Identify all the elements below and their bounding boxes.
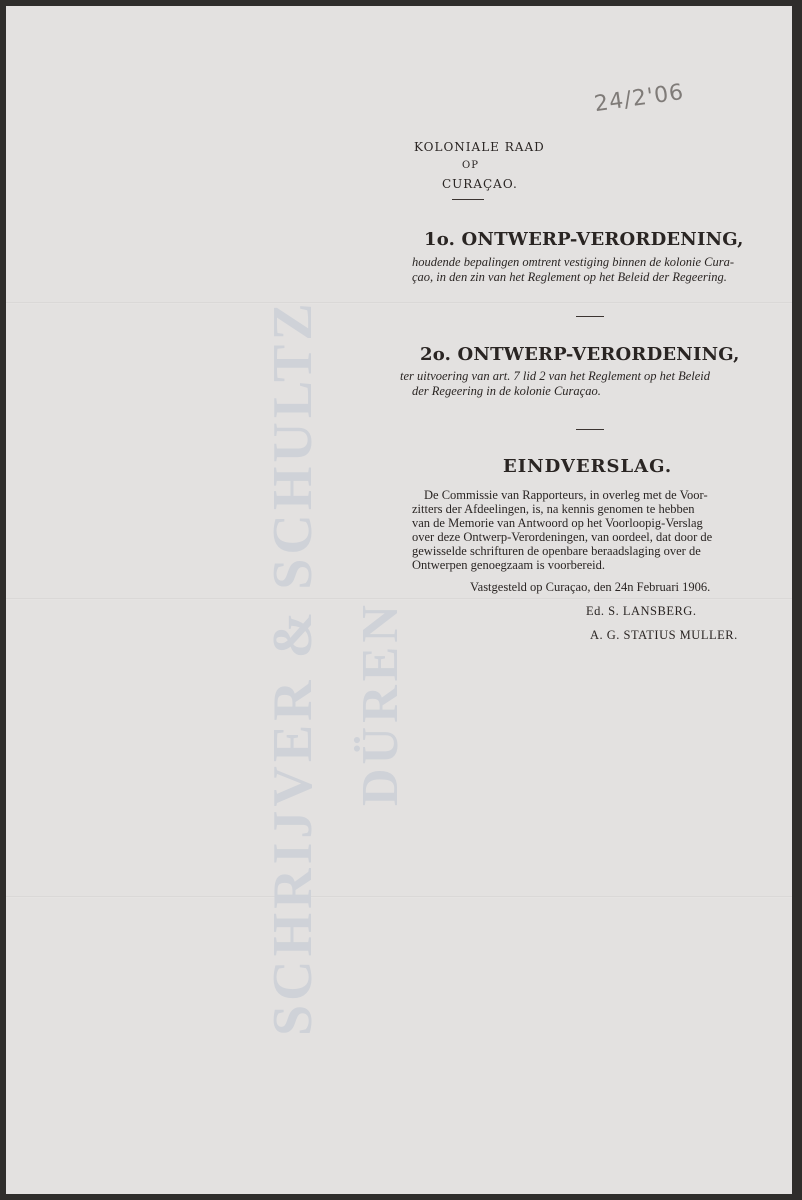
fold-line — [6, 598, 792, 600]
header-line: OP — [462, 160, 479, 171]
header-line: KOLONIALE RAAD — [414, 140, 545, 154]
divider-rule — [452, 199, 484, 200]
fold-line — [6, 302, 792, 304]
report-body-line: over deze Ontwerp-Verordeningen, van oordeel, dat door de — [412, 530, 713, 544]
signatory: Ed. S. LANSBERG. — [586, 604, 697, 618]
fold-line — [6, 896, 792, 898]
section2-description: der Regeering in de kolonie Curaçao. — [412, 384, 601, 398]
report-body-line: De Commissie van Rapporteurs, in overleg met de Voor- — [424, 488, 708, 502]
signatory: A. G. STATIUS MULLER. — [590, 628, 738, 642]
report-body-line: Ontwerpen genoegzaam is voorbereid. — [412, 558, 605, 572]
report-body-line: gewisselde schrifturen de openbare beraadslaging over de — [412, 544, 701, 558]
report-title: EINDVERSLAG. — [503, 456, 673, 477]
section2-description: ter uitvoering van art. 7 lid 2 van het Reglement op het Beleid — [400, 369, 710, 383]
closing-line: Vastgesteld op Curaçao, den 24n Februari 1906. — [470, 580, 711, 594]
section1-heading: 1o. ONTWERP-VERORDENING, — [424, 229, 744, 250]
watermark-text: DÜREN — [352, 601, 409, 806]
document-page — [6, 6, 792, 1194]
report-body-line: zitters der Afdeelingen, is, na kennis genomen te hebben — [412, 502, 695, 516]
section2-heading: 2o. ONTWERP-VERORDENING, — [420, 344, 740, 365]
header-line: CURAÇAO. — [442, 177, 518, 191]
watermark-text: SCHRIJVER & SCHULTZ — [262, 299, 324, 1036]
section1-description: houdende bepalingen omtrent vestiging binnen de kolonie Cura- — [412, 255, 735, 269]
report-body-line: van de Memorie van Antwoord op het Voorloopig-Verslag — [412, 516, 703, 530]
section1-description: çao, in den zin van het Reglement op het Beleid der Regeering. — [412, 270, 727, 284]
divider-rule — [576, 429, 604, 430]
divider-rule — [576, 316, 604, 317]
handwritten-annotation: 24/2'06 — [592, 79, 686, 118]
